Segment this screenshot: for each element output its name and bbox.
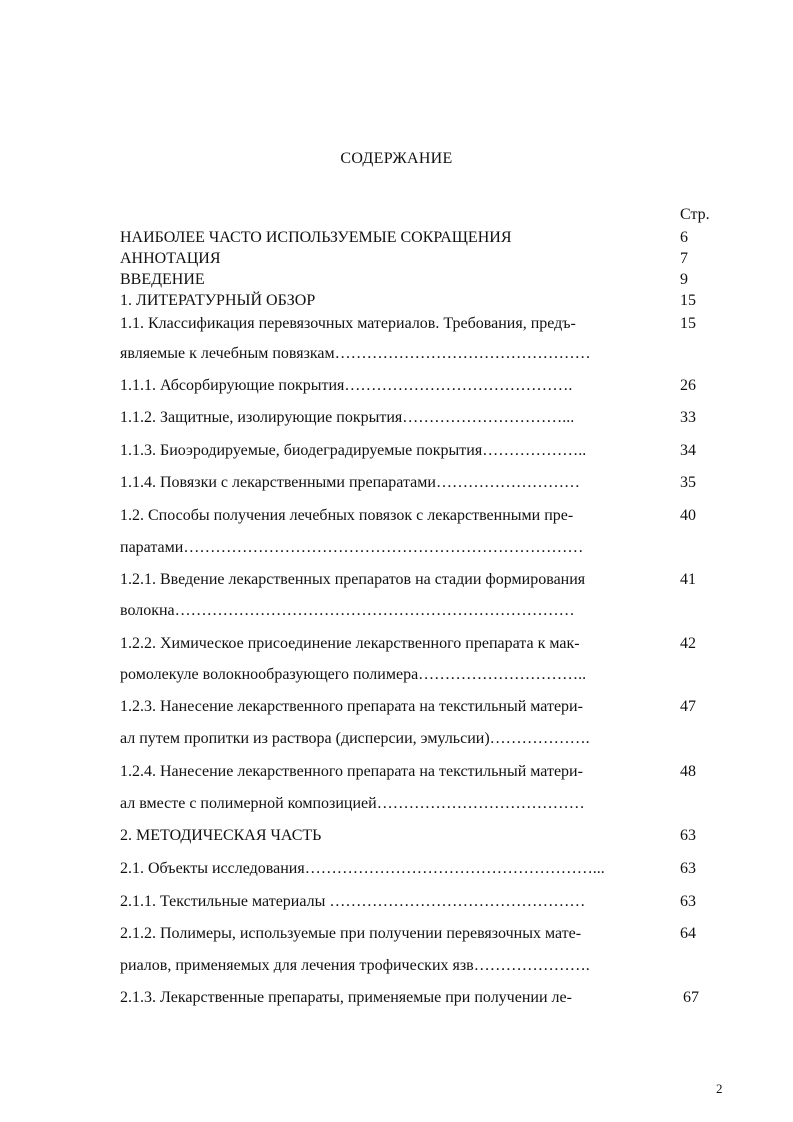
toc-entry-text: 1.2.4. Нанесение лекарственного препарата на текстильный матери- bbox=[120, 763, 583, 780]
toc-entry-text: НАИБОЛЕЕ ЧАСТО ИСПОЛЬЗУЕМЫЕ СОКРАЩЕНИЯ bbox=[120, 229, 512, 246]
page-title: СОДЕРЖАНИЕ bbox=[340, 150, 453, 167]
toc-entry-text-continued: являемые к лечебным повязкам………………………………………… bbox=[120, 345, 591, 362]
toc-entry-page: 26 bbox=[680, 377, 696, 394]
toc-entry-text: 2.1.1. Текстильные материалы ………………………………………… bbox=[120, 893, 586, 910]
toc-entry-text: 2.1. Объекты исследования………………………………………………... bbox=[120, 860, 605, 877]
toc-entry-text: 1. ЛИТЕРАТУРНЫЙ ОБЗОР bbox=[120, 292, 316, 309]
toc-entry-text: 2.1.2. Полимеры, используемые при получении перевязочных мате- bbox=[120, 925, 582, 942]
page-number: 2 bbox=[716, 1081, 723, 1096]
toc-entry-page: 35 bbox=[680, 474, 696, 491]
toc-entry-page: 67 bbox=[683, 989, 699, 1006]
toc-entry-page: 63 bbox=[680, 827, 696, 844]
toc-entry-text: 2.1.3. Лекарственные препараты, применяемые при получении ле- bbox=[120, 989, 572, 1006]
toc-entry-text-continued: ал вместе с полимерной композицией………………………………… bbox=[120, 795, 585, 812]
toc-entry-page: 64 bbox=[680, 925, 696, 942]
toc-entry-text: 1.2.2. Химическое присоединение лекарственного препарата к мак- bbox=[120, 635, 580, 652]
toc-entry-text: АННОТАЦИЯ bbox=[120, 250, 221, 267]
toc-entry-text: 1.1.1. Абсорбирующие покрытия……………………………………. bbox=[120, 377, 573, 394]
toc-entry-page: 41 bbox=[680, 571, 696, 588]
toc-entry-text: 1.1.3. Биоэродируемые, биодеградируемые покрытия……………….. bbox=[120, 442, 587, 459]
toc-entry-text-continued: ромолекуле волокнообразующего полимера………………………….. bbox=[120, 666, 587, 683]
toc-entry-text: 1.1. Классификация перевязочных материалов. Требования, предъ- bbox=[120, 315, 576, 332]
toc-entry-text: 1.2.1. Введение лекарственных препаратов на стадии формирования bbox=[120, 571, 586, 588]
toc-entry-text: 2. МЕТОДИЧЕСКАЯ ЧАСТЬ bbox=[120, 827, 322, 844]
toc-entry-text-continued: паратами………………………………………………………………… bbox=[120, 539, 584, 556]
toc-entry-page: 63 bbox=[680, 860, 696, 877]
toc-entry-page: 40 bbox=[680, 507, 696, 524]
toc-entry-text: 1.1.4. Повязки с лекарственными препаратами……………………… bbox=[120, 474, 580, 491]
toc-entry-page: 47 bbox=[680, 698, 696, 715]
toc-entry-text: 1.1.2. Защитные, изолирующие покрытия…………………………... bbox=[120, 409, 575, 426]
toc-entry-page: 15 bbox=[680, 292, 696, 309]
toc-entry-text: 1.2.3. Нанесение лекарственного препарата на текстильный матери- bbox=[120, 698, 583, 715]
toc-entry-page: 42 bbox=[680, 635, 696, 652]
toc-entry-text: ВВЕДЕНИЕ bbox=[120, 271, 205, 288]
toc-entry-text: 1.2. Способы получения лечебных повязок с лекарственными пре- bbox=[120, 507, 574, 524]
toc-entry-page: 7 bbox=[680, 250, 688, 267]
toc-entry-page: 6 bbox=[680, 229, 688, 246]
toc-entry-text-continued: ал путем пропитки из раствора (дисперсии, эмульсии)………………. bbox=[120, 730, 590, 747]
toc-entry-page: 34 bbox=[680, 442, 696, 459]
page-column-label: Стр. bbox=[680, 206, 710, 223]
toc-entry-page: 15 bbox=[680, 315, 696, 332]
toc-entry-page: 33 bbox=[680, 409, 696, 426]
toc-entry-page: 48 bbox=[680, 763, 696, 780]
toc-entry-page: 9 bbox=[680, 271, 688, 288]
toc-entry-text-continued: риалов, применяемых для лечения трофических язв…………………. bbox=[120, 957, 590, 974]
toc-entry-text-continued: волокна………………………………………………………………… bbox=[120, 602, 575, 619]
toc-entry-page: 63 bbox=[680, 893, 696, 910]
